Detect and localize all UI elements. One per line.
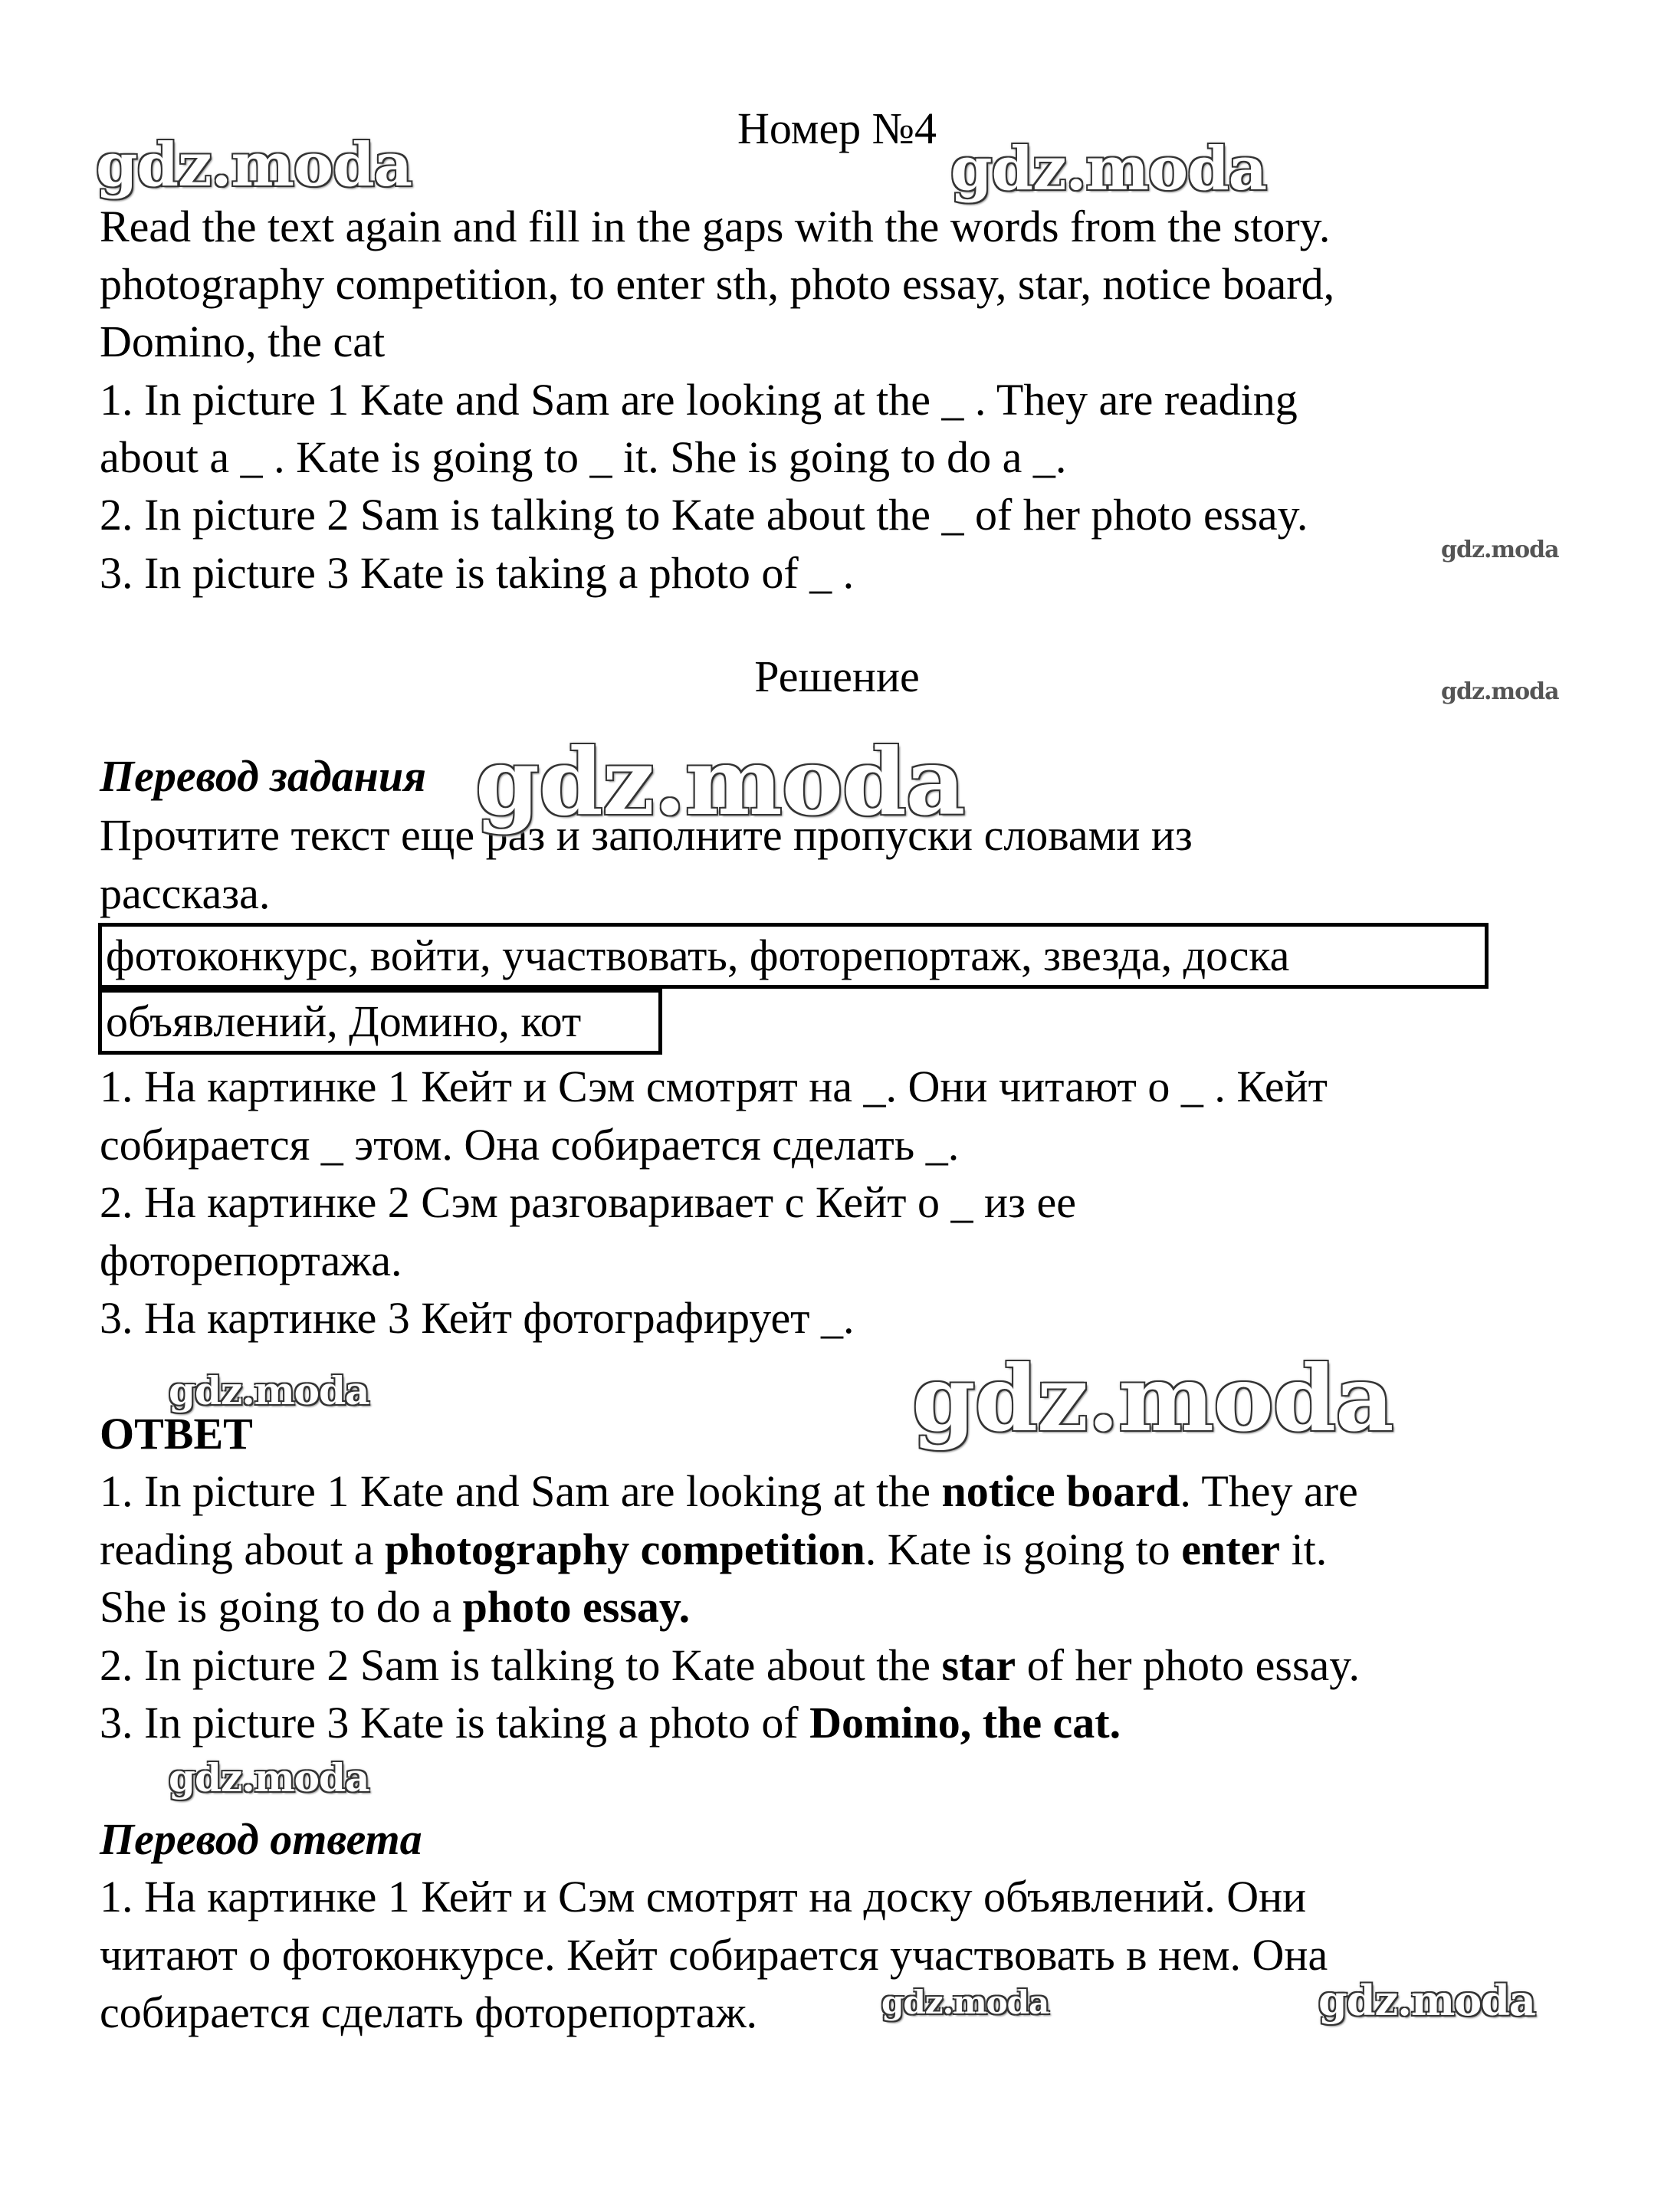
- watermark-logo: gdz.moda: [96, 130, 412, 200]
- answer-translation-line-1: 1. На картинке 1 Кейт и Сэм смотрят на доску объявлений. Они: [100, 1872, 1307, 1922]
- answer-term-photo-essay: photo essay.: [462, 1582, 691, 1632]
- translation-question-2-line-2: фоторепортажа.: [100, 1236, 402, 1285]
- answer-term-star: star: [941, 1640, 1016, 1690]
- watermark-logo: gdz.moda: [1441, 678, 1559, 705]
- answer-term-domino-the-cat: Domino, the cat.: [809, 1698, 1121, 1748]
- answer-3: 3. In picture 3 Kate is taking a photo of Domino, the cat.: [100, 1698, 1121, 1748]
- answer-term-photography-competition: photography competition: [385, 1524, 865, 1574]
- answer-translation-heading: Перевод ответа: [100, 1814, 422, 1864]
- translation-heading: Перевод задания: [100, 751, 426, 801]
- answer-translation-line-2: читают о фотоконкурсе. Кейт собирается участвовать в нем. Она: [100, 1930, 1328, 1980]
- watermark-logo: gdz.moda: [950, 134, 1267, 204]
- watermark-logo: gdz.moda: [169, 1368, 369, 1413]
- watermark-logo: gdz.moda: [169, 1755, 369, 1800]
- answer-1-line-1: 1. In picture 1 Kate and Sam are looking at the notice board. They are: [100, 1466, 1358, 1516]
- task-question-2: 2. In picture 2 Sam is talking to Kate about the _ of her photo essay.: [100, 490, 1308, 540]
- task-question-3: 3. In picture 3 Kate is taking a photo of _ .: [100, 548, 855, 598]
- watermark-logo: gdz.moda: [912, 1345, 1393, 1452]
- translation-box-line-1: фотоконкурс, войти, участвовать, фоторепортаж, звезда, доска: [106, 930, 1290, 980]
- task-instruction: Read the text again and fill in the gaps with the words from the story.: [100, 202, 1331, 251]
- word-bank-line-1: photography competition, to enter sth, photo essay, star, notice board,: [100, 259, 1335, 309]
- translation-line-2: рассказа.: [100, 868, 271, 918]
- page-title: Номер №4: [737, 103, 937, 153]
- task-question-1-line-1: 1. In picture 1 Kate and Sam are looking at the _ . They are reading: [100, 375, 1298, 425]
- answer-term-enter: enter: [1181, 1524, 1280, 1574]
- answer-1-line-3: She is going to do a photo essay.: [100, 1582, 691, 1632]
- answer-translation-line-3: собирается сделать фоторепортаж.: [100, 1987, 758, 2037]
- translation-box-line-2: объявлений, Домино, кот: [106, 996, 582, 1046]
- answer-2: 2. In picture 2 Sam is talking to Kate about the star of her photo essay.: [100, 1640, 1361, 1690]
- watermark-logo: gdz.moda: [475, 728, 965, 836]
- translation-question-1-line-2: собирается _ этом. Она собирается сделать _.: [100, 1120, 960, 1170]
- translation-question-2-line-1: 2. На картинке 2 Сэм разговаривает с Кейт о _ из ее: [100, 1177, 1076, 1227]
- answer-term-notice-board: notice board: [941, 1466, 1180, 1516]
- translation-line-1: Прочтите текст еще раз и заполните пропуски словами из: [100, 810, 1193, 860]
- watermark-logo: gdz.moda: [1318, 1976, 1535, 2025]
- answer-1-line-2: reading about a photography competition. Kate is going to enter it.: [100, 1524, 1328, 1574]
- word-bank-line-2: Domino, the cat: [100, 317, 386, 366]
- solution-title: Решение: [754, 651, 920, 701]
- translation-question-1-line-1: 1. На картинке 1 Кейт и Сэм смотрят на _. Они читают о _ . Кейт: [100, 1062, 1328, 1111]
- answer-heading: ОТВЕТ: [100, 1409, 253, 1459]
- watermark-logo: gdz.moda: [881, 1984, 1049, 2021]
- watermark-logo: gdz.moda: [1441, 537, 1559, 563]
- task-question-1-line-2: about a _ . Kate is going to _ it. She is going to do a _.: [100, 432, 1067, 482]
- translation-question-3: 3. На картинке 3 Кейт фотографирует _.: [100, 1293, 855, 1343]
